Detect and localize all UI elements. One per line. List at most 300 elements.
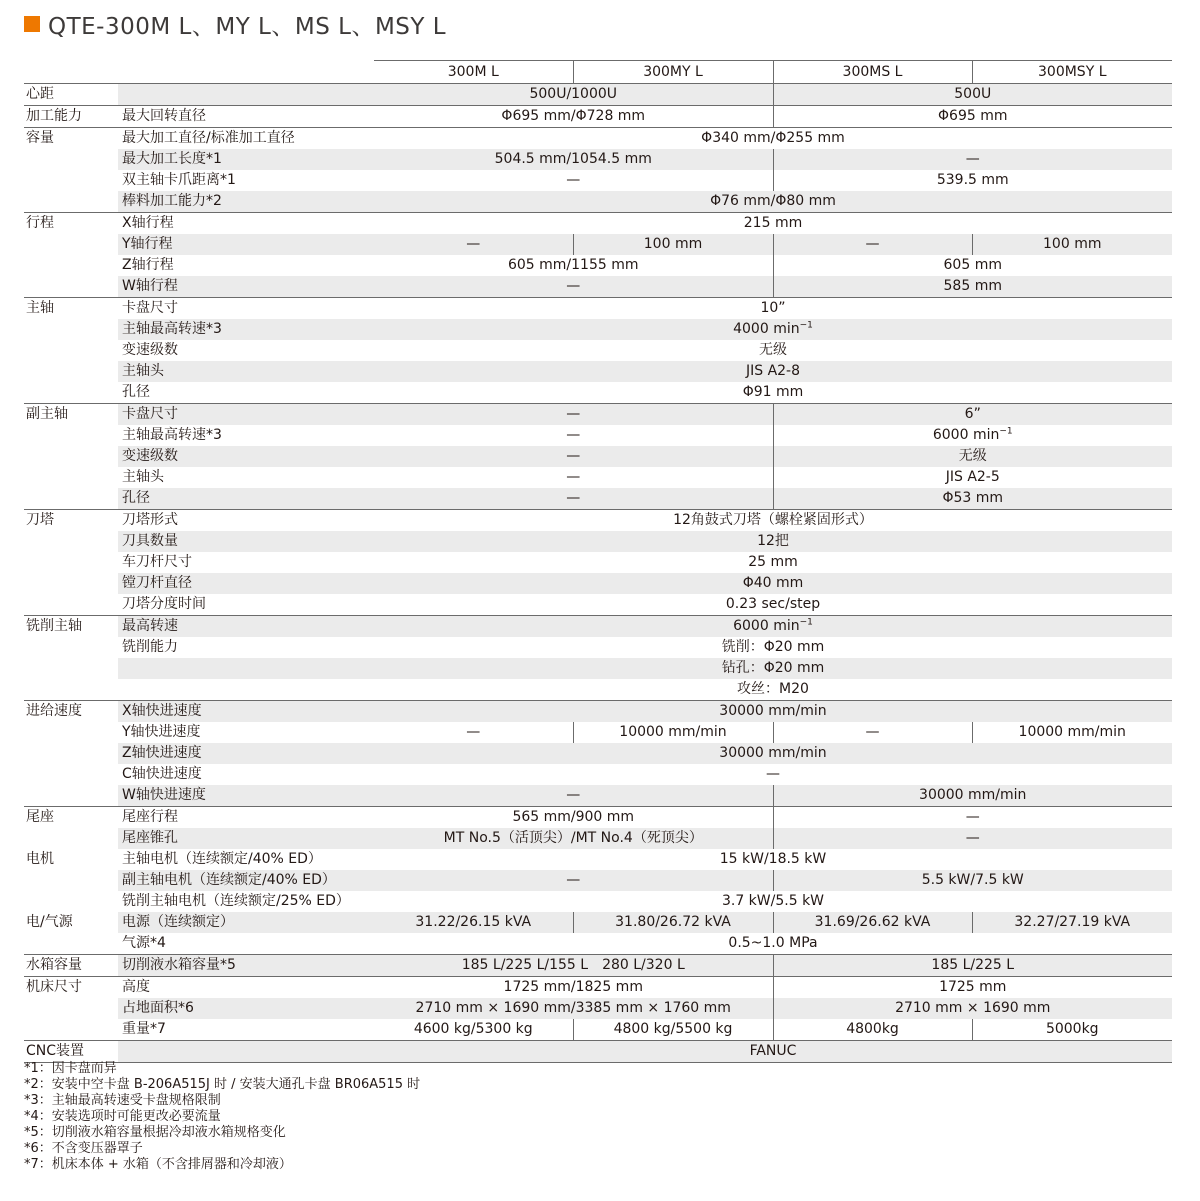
value-text: — xyxy=(466,236,481,252)
value-cell xyxy=(374,722,573,743)
category-label xyxy=(24,870,118,891)
footnotes xyxy=(24,1061,420,1173)
value-text: — xyxy=(566,406,581,422)
value-text: 25 mm xyxy=(748,554,798,570)
value-cell xyxy=(573,234,773,255)
value-text: Φ695 mm xyxy=(938,108,1008,124)
value-text: 5000kg xyxy=(1045,1021,1099,1037)
item-label: 尾座行程 xyxy=(118,807,374,829)
spec-row xyxy=(24,510,1172,532)
value-text: 605 mm xyxy=(943,257,1002,273)
spec-row xyxy=(24,573,1172,594)
item-label: 最大加工直径/标准加工直径 xyxy=(118,128,374,150)
unit-exponent: −1 xyxy=(999,426,1013,437)
spec-row xyxy=(24,743,1172,764)
value-text: 215 mm xyxy=(743,215,803,231)
value-cell xyxy=(374,319,1172,340)
item-label: 气源*4 xyxy=(122,935,166,951)
value-cell xyxy=(374,361,1172,382)
value-text: 500U/1000U xyxy=(529,86,618,102)
category-label xyxy=(24,1019,118,1041)
value-cell xyxy=(374,170,773,191)
value-text: 185 L/225 L xyxy=(931,957,1015,973)
category-label xyxy=(24,828,118,849)
category-label xyxy=(24,276,118,298)
item-label: 卡盘尺寸 xyxy=(118,298,374,320)
value-cell xyxy=(773,404,1172,426)
value-text: JIS A2-5 xyxy=(945,469,1000,485)
value-text: Φ53 mm xyxy=(942,490,1004,506)
spec-row xyxy=(24,234,1172,255)
category-label xyxy=(24,764,118,785)
value-cell xyxy=(374,637,1172,658)
category-label: 水箱容量 xyxy=(24,955,118,977)
item-label: W轴行程 xyxy=(118,276,374,298)
item-label: 铣削能力 xyxy=(122,639,178,655)
footnote: *2：安装中空卡盘 B-206A515J 时 / 安装大通孔卡盘 BR06A515 时 xyxy=(24,1077,421,1092)
value-cell xyxy=(374,446,773,467)
spec-row xyxy=(24,977,1172,999)
value-cell xyxy=(374,998,773,1019)
value-cell xyxy=(773,870,1172,891)
model-header: 300MS L xyxy=(773,61,972,84)
category-label xyxy=(24,234,118,255)
item-label: 变速级数 xyxy=(122,342,178,358)
value-cell xyxy=(374,382,1172,404)
item-label: Y轴行程 xyxy=(118,234,374,255)
value-text: 4800 kg/5500 kg xyxy=(613,1021,733,1037)
category-label: 进给速度 xyxy=(24,701,118,723)
value-cell xyxy=(374,701,1172,723)
category-label: CNC装置 xyxy=(24,1041,118,1063)
spec-row xyxy=(24,340,1172,361)
item-label: 孔径 xyxy=(122,384,150,400)
value-cell xyxy=(374,785,773,807)
category-label xyxy=(24,933,118,955)
category-label xyxy=(24,891,118,912)
value-text: Φ340 mm/Φ255 mm xyxy=(701,130,845,146)
value-cell xyxy=(773,149,1172,170)
item-label: 最大回转直径 xyxy=(118,106,374,128)
spec-row xyxy=(24,467,1172,488)
value-text: 565 mm/900 mm xyxy=(512,809,635,825)
value-text: — xyxy=(566,427,581,443)
value-text: 1725 mm xyxy=(939,979,1007,995)
spec-row xyxy=(24,84,1172,106)
item-label: 变速级数 xyxy=(118,446,374,467)
value-cell xyxy=(374,743,1172,764)
spec-row xyxy=(24,128,1172,150)
value-text: — xyxy=(865,236,880,252)
title-square-icon xyxy=(24,16,40,32)
value-text: 30000 mm/min xyxy=(719,703,827,719)
value-text: — xyxy=(965,151,980,167)
item-label: 棒料加工能力*2 xyxy=(118,191,374,213)
value-cell xyxy=(374,213,1172,235)
value-cell xyxy=(374,234,573,255)
category-label xyxy=(24,467,118,488)
value-text: 铣削：Φ20 mm xyxy=(721,639,825,655)
spec-row xyxy=(24,213,1172,235)
spec-row xyxy=(24,701,1172,723)
value-text: — xyxy=(566,448,581,464)
category-label xyxy=(24,255,118,276)
value-cell xyxy=(374,84,773,106)
spec-row xyxy=(24,361,1172,382)
value-cell xyxy=(773,785,1172,807)
footnote: *7：机床本体 + 水箱（不含排屑器和冷却液） xyxy=(24,1157,292,1172)
item-label: 镗刀杆直径 xyxy=(118,573,374,594)
value-text: 605 mm/1155 mm xyxy=(507,257,639,273)
category-label xyxy=(24,340,118,361)
item-label: 双主轴卡爪距离*1 xyxy=(122,172,236,188)
spec-row xyxy=(24,637,1172,658)
item-label: 刀塔形式 xyxy=(118,510,374,532)
page-title xyxy=(24,8,446,40)
value-text: 4800kg xyxy=(846,1021,899,1037)
item-label xyxy=(118,84,374,106)
item-label xyxy=(118,1041,374,1063)
spec-row xyxy=(24,1041,1172,1063)
category-label xyxy=(24,722,118,743)
category-label xyxy=(24,319,118,340)
spec-row xyxy=(24,679,1172,701)
value-cell xyxy=(573,912,773,933)
spec-row xyxy=(24,955,1172,977)
value-cell xyxy=(972,912,1172,933)
value-cell xyxy=(972,722,1172,743)
value-text: 3.7 kW/5.5 kW xyxy=(721,893,825,909)
value-text: 504.5 mm/1054.5 mm xyxy=(494,151,652,167)
value-cell xyxy=(374,298,1172,320)
value-cell xyxy=(374,807,773,829)
value-text: — xyxy=(566,490,581,506)
value-text: FANUC xyxy=(749,1043,797,1059)
spec-row xyxy=(24,933,1172,955)
spec-row xyxy=(24,191,1172,213)
value-cell xyxy=(374,955,773,977)
item-label: 占地面积*6 xyxy=(118,998,374,1019)
spec-row xyxy=(24,170,1172,191)
value-text: — xyxy=(865,724,880,740)
value-text: 4000 min xyxy=(733,321,800,337)
category-label xyxy=(24,552,118,573)
category-label xyxy=(24,573,118,594)
value-cell xyxy=(374,255,773,276)
value-cell xyxy=(573,722,773,743)
value-text: 31.22/26.15 kVA xyxy=(415,914,532,930)
spec-row xyxy=(24,785,1172,807)
category-label xyxy=(24,743,118,764)
spec-row xyxy=(24,276,1172,298)
spec-table-body xyxy=(24,84,1172,1063)
value-text: 10000 mm/min xyxy=(619,724,727,740)
item-label: 主轴电机（连续额定/40% ED） xyxy=(122,851,322,867)
item-label: Z轴快进速度 xyxy=(118,743,374,764)
category-label xyxy=(24,679,118,701)
value-text: Φ40 mm xyxy=(742,575,804,591)
value-cell xyxy=(374,870,773,891)
spec-row xyxy=(24,552,1172,573)
item-label: 车刀杆尺寸 xyxy=(122,554,192,570)
item-label: 主轴最高转速*3 xyxy=(122,427,222,443)
value-cell xyxy=(374,891,1172,912)
model-header: 300M L xyxy=(374,61,573,84)
value-cell xyxy=(374,425,773,446)
item-label: 孔径 xyxy=(118,488,374,510)
value-cell xyxy=(374,149,773,170)
value-cell xyxy=(374,106,773,128)
value-text: 钻孔：Φ20 mm xyxy=(721,660,825,676)
value-cell xyxy=(972,234,1172,255)
value-cell xyxy=(374,658,1172,679)
spec-row xyxy=(24,998,1172,1019)
item-label: 切削液水箱容量*5 xyxy=(118,955,374,977)
value-text: 15 kW/18.5 kW xyxy=(719,851,827,867)
value-text: — xyxy=(466,724,481,740)
category-label: 副主轴 xyxy=(24,404,118,426)
value-text: 0.5~1.0 MPa xyxy=(728,935,818,951)
footnote: *6：不含变压器罩子 xyxy=(24,1141,143,1156)
category-label: 铣削主轴 xyxy=(24,616,118,638)
value-cell xyxy=(374,1041,1172,1063)
value-text: 585 mm xyxy=(943,278,1002,294)
footnote: *1：因卡盘而异 xyxy=(24,1061,117,1076)
value-text: 攻丝：M20 xyxy=(737,681,809,697)
category-label: 电机 xyxy=(26,851,54,867)
spec-row xyxy=(24,404,1172,426)
category-label: 心距 xyxy=(24,84,118,106)
value-text: 无级 xyxy=(759,342,787,358)
category-label xyxy=(24,425,118,446)
category-label: 尾座 xyxy=(24,807,118,829)
value-cell xyxy=(773,1019,972,1041)
value-text: 100 mm xyxy=(1043,236,1102,252)
item-label: 副主轴电机（连续额定/40% ED） xyxy=(118,870,374,891)
category-label xyxy=(24,594,118,616)
value-cell xyxy=(374,404,773,426)
value-cell xyxy=(972,1019,1172,1041)
value-cell xyxy=(773,998,1172,1019)
value-text: 32.27/27.19 kVA xyxy=(1014,914,1131,930)
value-cell xyxy=(374,977,773,999)
value-text: 100 mm xyxy=(643,236,703,252)
item-label: 最大加工长度*1 xyxy=(118,149,374,170)
value-cell xyxy=(773,955,1172,977)
value-cell xyxy=(773,446,1172,467)
value-cell xyxy=(773,912,972,933)
value-text: — xyxy=(566,787,581,803)
value-text: 12角鼓式刀塔（螺栓紧固形式） xyxy=(673,512,873,528)
value-text: 无级 xyxy=(958,448,987,464)
value-text: 185 L/225 L/155 L 280 L/320 L xyxy=(461,957,685,973)
value-cell xyxy=(773,425,1172,446)
value-cell xyxy=(773,807,1172,829)
value-cell xyxy=(374,828,773,849)
item-label: 刀塔分度时间 xyxy=(122,596,206,612)
value-text: — xyxy=(566,278,581,294)
spec-row xyxy=(24,382,1172,404)
value-cell xyxy=(773,255,1172,276)
value-text: 2710 mm × 1690 mm xyxy=(895,1000,1051,1016)
value-text: — xyxy=(566,872,581,888)
value-text: 0.23 sec/step xyxy=(725,596,821,612)
category-label xyxy=(24,785,118,807)
item-label: 铣削主轴电机（连续额定/25% ED） xyxy=(122,893,350,909)
value-cell xyxy=(573,1019,773,1041)
value-cell xyxy=(773,828,1172,849)
category-label xyxy=(24,382,118,404)
footnote: *4：安装选项时可能更改必要流量 xyxy=(24,1109,221,1124)
value-cell xyxy=(374,340,1172,361)
category-label: 主轴 xyxy=(24,298,118,320)
value-cell xyxy=(374,933,1172,955)
value-text: 30000 mm/min xyxy=(919,787,1027,803)
value-text: 5.5 kW/7.5 kW xyxy=(921,872,1024,888)
spec-row xyxy=(24,870,1172,891)
spec-row xyxy=(24,616,1172,638)
category-label xyxy=(24,531,118,552)
spec-row xyxy=(24,531,1172,552)
item-label: 高度 xyxy=(118,977,374,999)
value-text: 6” xyxy=(964,406,981,422)
category-label xyxy=(24,149,118,170)
spec-row xyxy=(24,106,1172,128)
spec-row xyxy=(24,912,1172,933)
value-text: 539.5 mm xyxy=(936,172,1009,188)
spec-row xyxy=(24,891,1172,912)
spec-row xyxy=(24,828,1172,849)
value-cell xyxy=(773,106,1172,128)
value-text: 10” xyxy=(760,300,786,316)
spec-row xyxy=(24,425,1172,446)
spec-row xyxy=(24,807,1172,829)
category-label xyxy=(24,446,118,467)
title-text: QTE-300M L、MY L、MS L、MSY L xyxy=(48,13,447,40)
item-label: C轴快进速度 xyxy=(122,766,202,782)
item-label: 尾座锥孔 xyxy=(118,828,374,849)
value-text: — xyxy=(766,766,780,782)
value-cell xyxy=(773,276,1172,298)
value-text: — xyxy=(566,469,581,485)
category-label: 加工能力 xyxy=(24,106,118,128)
spec-row xyxy=(24,722,1172,743)
value-text: 500U xyxy=(954,86,992,102)
category-label xyxy=(24,488,118,510)
value-text: — xyxy=(965,830,980,846)
item-label: 最高转速 xyxy=(118,616,374,638)
value-cell xyxy=(374,573,1172,594)
value-cell xyxy=(374,191,1172,213)
spec-table xyxy=(24,60,1172,1063)
value-cell xyxy=(773,467,1172,488)
value-text: 6000 min xyxy=(733,618,800,634)
value-cell xyxy=(374,488,773,510)
item-label: 主轴最高转速*3 xyxy=(118,319,374,340)
category-label: 电/气源 xyxy=(26,914,73,930)
item-label xyxy=(118,679,374,701)
spec-row xyxy=(24,594,1172,616)
spec-row xyxy=(24,1019,1172,1041)
value-cell xyxy=(374,594,1172,616)
model-header: 300MSY L xyxy=(972,61,1172,84)
value-cell xyxy=(773,977,1172,999)
value-text: MT No.5（活顶尖）/MT No.4（死顶尖） xyxy=(443,830,703,846)
spec-row xyxy=(24,849,1172,870)
value-text: 12把 xyxy=(757,533,789,549)
value-text: JIS A2-8 xyxy=(745,363,801,379)
spec-row xyxy=(24,149,1172,170)
value-cell xyxy=(374,679,1172,701)
value-text: 31.80/26.72 kVA xyxy=(615,914,731,930)
value-text: Φ695 mm/Φ728 mm xyxy=(501,108,646,124)
spec-row xyxy=(24,488,1172,510)
category-label: 行程 xyxy=(24,213,118,235)
header-blank xyxy=(24,61,374,84)
value-text: — xyxy=(566,172,581,188)
value-cell xyxy=(374,276,773,298)
value-cell xyxy=(773,488,1172,510)
value-cell xyxy=(374,552,1172,573)
model-header-row xyxy=(24,61,1172,84)
value-cell xyxy=(374,616,1172,638)
value-cell xyxy=(773,722,972,743)
value-text: 2710 mm × 1690 mm/3385 mm × 1760 mm xyxy=(415,1000,731,1016)
value-cell xyxy=(773,234,972,255)
spec-row xyxy=(24,319,1172,340)
value-cell xyxy=(374,912,573,933)
category-label: 机床尺寸 xyxy=(24,977,118,999)
unit-exponent: −1 xyxy=(799,617,813,628)
value-text: 30000 mm/min xyxy=(719,745,827,761)
value-cell xyxy=(374,849,1172,870)
spec-row xyxy=(24,298,1172,320)
value-text: 31.69/26.62 kVA xyxy=(814,914,931,930)
footnote: *5：切削液水箱容量根据冷却液水箱规格变化 xyxy=(24,1125,286,1140)
item-label: X轴快进速度 xyxy=(118,701,374,723)
item-label: Z轴行程 xyxy=(122,257,174,273)
item-label: 电源（连续额定） xyxy=(118,912,374,933)
spec-row xyxy=(24,255,1172,276)
value-text: 4600 kg/5300 kg xyxy=(413,1021,533,1037)
value-cell xyxy=(773,84,1172,106)
value-cell xyxy=(374,510,1172,532)
category-label: 容量 xyxy=(24,128,118,150)
value-cell xyxy=(374,764,1172,785)
item-label: 卡盘尺寸 xyxy=(118,404,374,426)
item-label: W轴快进速度 xyxy=(118,785,374,807)
spec-row xyxy=(24,764,1172,785)
item-label: X轴行程 xyxy=(118,213,374,235)
model-header: 300MY L xyxy=(573,61,773,84)
category-label: 刀塔 xyxy=(24,510,118,532)
category-label xyxy=(24,191,118,213)
value-cell xyxy=(374,531,1172,552)
spec-row xyxy=(24,446,1172,467)
value-text: Φ91 mm xyxy=(742,384,804,400)
item-label: 重量*7 xyxy=(122,1021,166,1037)
item-label: 主轴头 xyxy=(122,469,164,485)
value-text: 10000 mm/min xyxy=(1018,724,1126,740)
footnote: *3：主轴最高转速受卡盘规格限制 xyxy=(24,1093,221,1108)
value-cell xyxy=(374,128,1172,150)
value-cell xyxy=(374,467,773,488)
item-label xyxy=(118,658,374,679)
item-label: 刀具数量 xyxy=(118,531,374,552)
unit-exponent: −1 xyxy=(799,320,813,331)
value-cell xyxy=(773,170,1172,191)
spec-row xyxy=(24,658,1172,679)
